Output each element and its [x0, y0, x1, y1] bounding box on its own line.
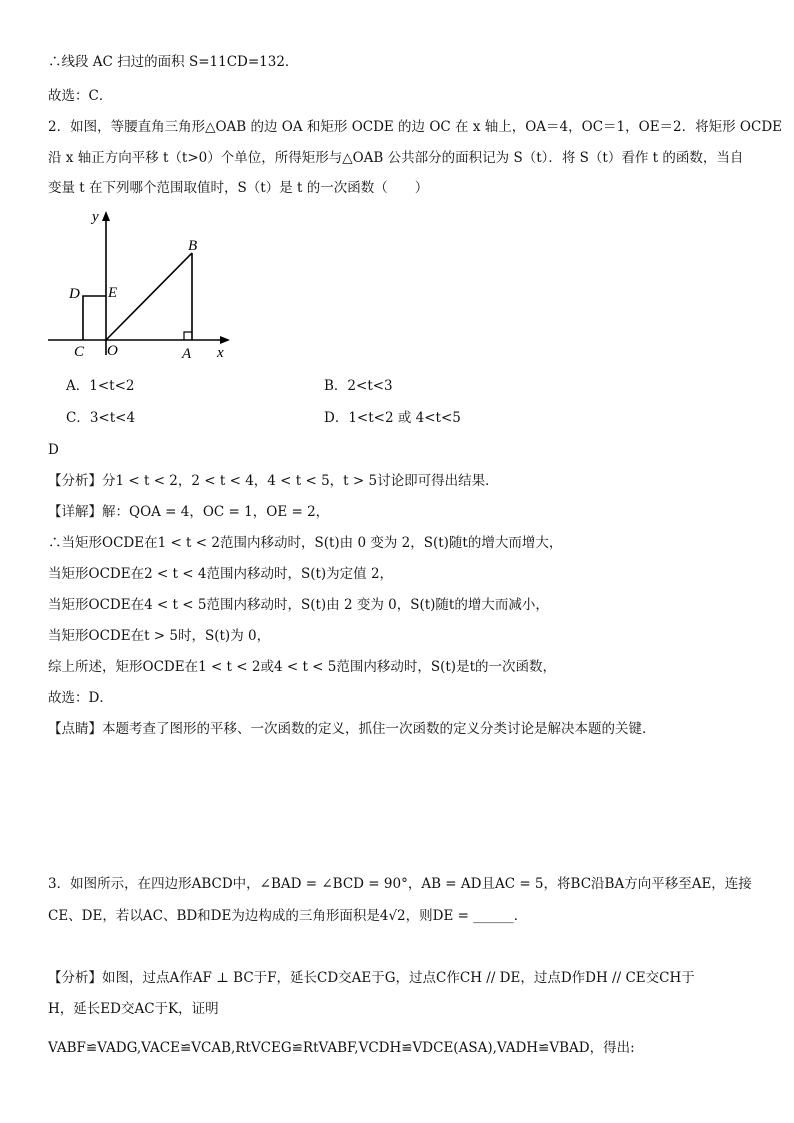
detail-line-6: 故选：D．: [48, 690, 113, 706]
analysis-text: 【分析】分1 < t < 2，2 < t < 4，4 < t < 5，t > 5讨论即可得出结果．: [48, 473, 499, 489]
detail-line-2: 当矩形OCDE在2 < t < 4范围内移动时，S(t)为定值 2，: [48, 566, 394, 582]
detail-line-5: 综上所述，矩形OCDE在1 < t < 2或4 < t < 5范围内移动时，S(t)是t的一次函数，: [48, 659, 556, 675]
answer-text: D: [48, 442, 59, 458]
detail-text: 【详解】解：QOA = 4，OC = 1，OE = 2，: [48, 504, 330, 520]
label-a: A: [182, 346, 192, 362]
question-3-analysis-line-1: 【分析】如图，过点A作AF ⊥ BC于F，延长CD交AE于G，过点C作CH // DE，过点D作DH // CE交CH于: [48, 970, 695, 986]
option-a: A．1<t<2: [66, 378, 135, 394]
label-y: y: [92, 209, 99, 225]
label-b: B: [188, 238, 198, 254]
geometry-figure: [44, 205, 244, 365]
label-x: x: [217, 345, 224, 361]
right-angle-mark: [184, 332, 192, 340]
option-b: B．2<t<3: [324, 378, 393, 394]
option-c: C．3<t<4: [66, 410, 136, 426]
triangle-side-ob: [106, 253, 192, 340]
comment-text: 【点睛】本题考查了图形的平移、一次函数的定义，抓住一次函数的定义分类讨论是解决本题的关键．: [48, 721, 656, 737]
y-axis-arrow: [102, 211, 110, 221]
label-o: O: [107, 343, 118, 359]
text-line-area-conclusion: ∴线段 AC 扫过的面积 S=11CD=132．: [48, 54, 299, 70]
option-d: D．1<t<2 或 4<t<5: [324, 410, 461, 426]
question-2-line-1: 2．如图，等腰直角三角形△OAB 的边 OA 和矩形 OCDE 的边 OC 在 x 轴上，OA＝4，OC＝1，OE＝2．将矩形 OCDE: [48, 119, 783, 135]
rectangle-ocde: [83, 296, 106, 340]
detail-line-3: 当矩形OCDE在4 < t < 5范围内移动时，S(t)由 2 变为 0，S(t)随t的增大而减小，: [48, 597, 549, 613]
question-2-line-2: 沿 x 轴正方向平移 t（t>0）个单位，所得矩形与△OAB 公共部分的面积记为 S（t）．将 S（t）看作 t 的函数，当自: [48, 150, 744, 166]
x-axis-arrow: [220, 336, 230, 344]
detail-line-1: ∴当矩形OCDE在1 < t < 2范围内移动时，S(t)由 0 变为 2，S(t)随t的增大而增大，: [48, 535, 563, 551]
label-e: E: [108, 285, 118, 301]
question-3-analysis-line-3: VABF≌VADG,VACE≌VCAB,RtVCEG≌RtVABF,VCDH≌VDCE(ASA),VADH≌VBAD，得出:: [48, 1040, 635, 1056]
label-c: C: [74, 344, 85, 360]
question-3-analysis-line-2: H，延长ED交AC于K，证明: [48, 1001, 219, 1017]
question-2-line-3: 变量 t 在下列哪个范围取值时，S（t）是 t 的一次函数（ ）: [48, 180, 429, 196]
label-d: D: [69, 286, 80, 302]
question-3-line-2: CE、DE，若以AC、BD和DE为边构成的三角形面积是4√2，则DE = ______．: [48, 908, 528, 924]
question-3-line-1: 3．如图所示，在四边形ABCD中，∠BAD = ∠BCD = 90°，AB = AD且AC = 5，将BC沿BA方向平移至AE，连接: [48, 876, 752, 892]
detail-line-4: 当矩形OCDE在t > 5时，S(t)为 0，: [48, 628, 271, 644]
text-line-choice-c: 故选：C．: [48, 88, 113, 104]
